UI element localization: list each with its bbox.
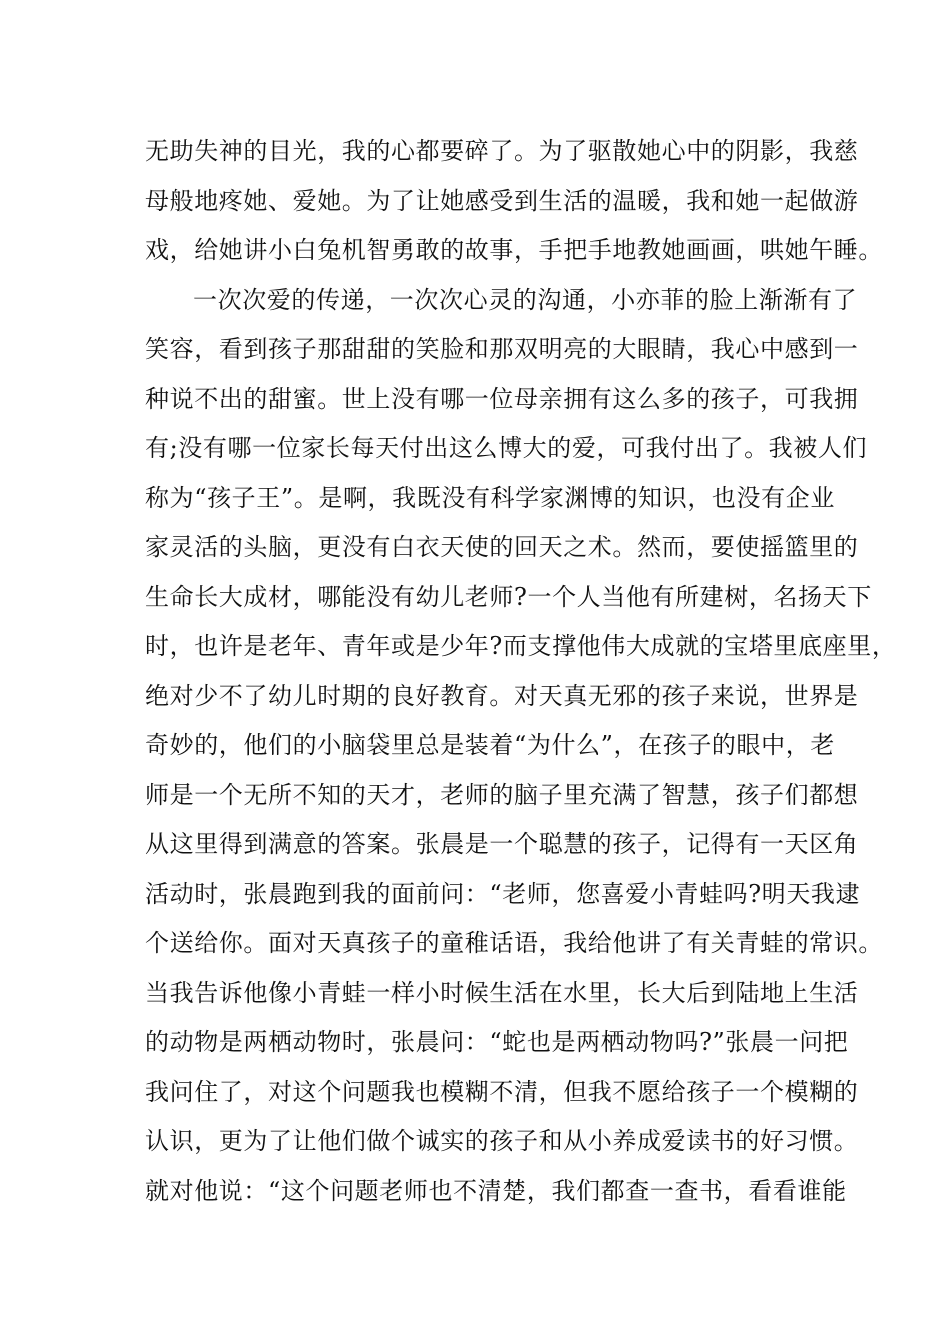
text-line: 生命长大成材，哪能没有幼儿老师?一个人当他有所建树，名扬天下 (145, 582, 872, 611)
text-line: 的动物是两栖动物时，张晨问：“蛇也是两栖动物吗?”张晨一问把 (145, 1028, 849, 1056)
text-line: 认识，更为了让他们做个诚实的孩子和从小养成爱读书的好习惯。 (145, 1127, 859, 1155)
text-line: 有;没有哪一位家长每天付出这么博大的爱，可我付出了。我被人们 (145, 434, 868, 462)
text-line: 从这里得到满意的答案。张晨是一个聪慧的孩子，记得有一天区角 (145, 830, 859, 858)
text-line: 我问住了，对这个问题我也模糊不清，但我不愿给孩子一个模糊的 (145, 1077, 859, 1106)
body-text (145, 127, 897, 1216)
text-line: 个送给你。面对天真孩子的童稚话语，我给他讲了有关青蛙的常识。 (145, 929, 883, 957)
text-line: 称为“孩子王”。是啊，我既没有科学家渊博的知识，也没有企业 (145, 483, 835, 512)
text-line: 奇妙的，他们的小脑袋里总是装着“为什么”，在孩子的眼中，老 (145, 731, 835, 759)
text-line: 戏，给她讲小白兔机智勇敢的故事，手把手地教她画画，哄她午睡。 (145, 236, 883, 264)
text-line: 当我告诉他像小青蛙一样小时候生活在水里，长大后到陆地上生活 (145, 978, 859, 1007)
text-line: 活动时，张晨跑到我的面前问：“老师，您喜爱小青蛙吗?明天我逮 (145, 879, 861, 908)
paragraph-start-line: 一次次爱的传递，一次次心灵的沟通，小亦菲的脸上渐渐有了 (193, 285, 858, 314)
text-line: 笑容，看到孩子那甜甜的笑脸和那双明亮的大眼睛，我心中感到一 (145, 335, 859, 363)
text-line: 无助失神的目光，我的心都要碎了。为了驱散她心中的阴影，我慈 (145, 137, 859, 165)
text-line: 时，也许是老年、青年或是少年?而支撑他伟大成就的宝塔里底座里， (145, 632, 897, 660)
text-line: 母般地疼她、爱她。为了让她感受到生活的温暖，我和她一起做游 (145, 186, 859, 215)
text-line: 师是一个无所不知的天才，老师的脑子里充满了智慧，孩子们都想 (145, 780, 859, 809)
text-line: 家灵活的头脑，更没有白衣天使的回天之术。然而，要使摇篮里的 (145, 533, 859, 561)
text-line: 就对他说：“这个问题老师也不清楚，我们都查一查书，看看谁能 (145, 1176, 847, 1205)
text-line: 种说不出的甜蜜。世上没有哪一位母亲拥有这么多的孩子，可我拥 (145, 384, 859, 413)
text-line: 绝对少不了幼儿时期的良好教育。对天真无邪的孩子来说，世界是 (145, 681, 859, 710)
